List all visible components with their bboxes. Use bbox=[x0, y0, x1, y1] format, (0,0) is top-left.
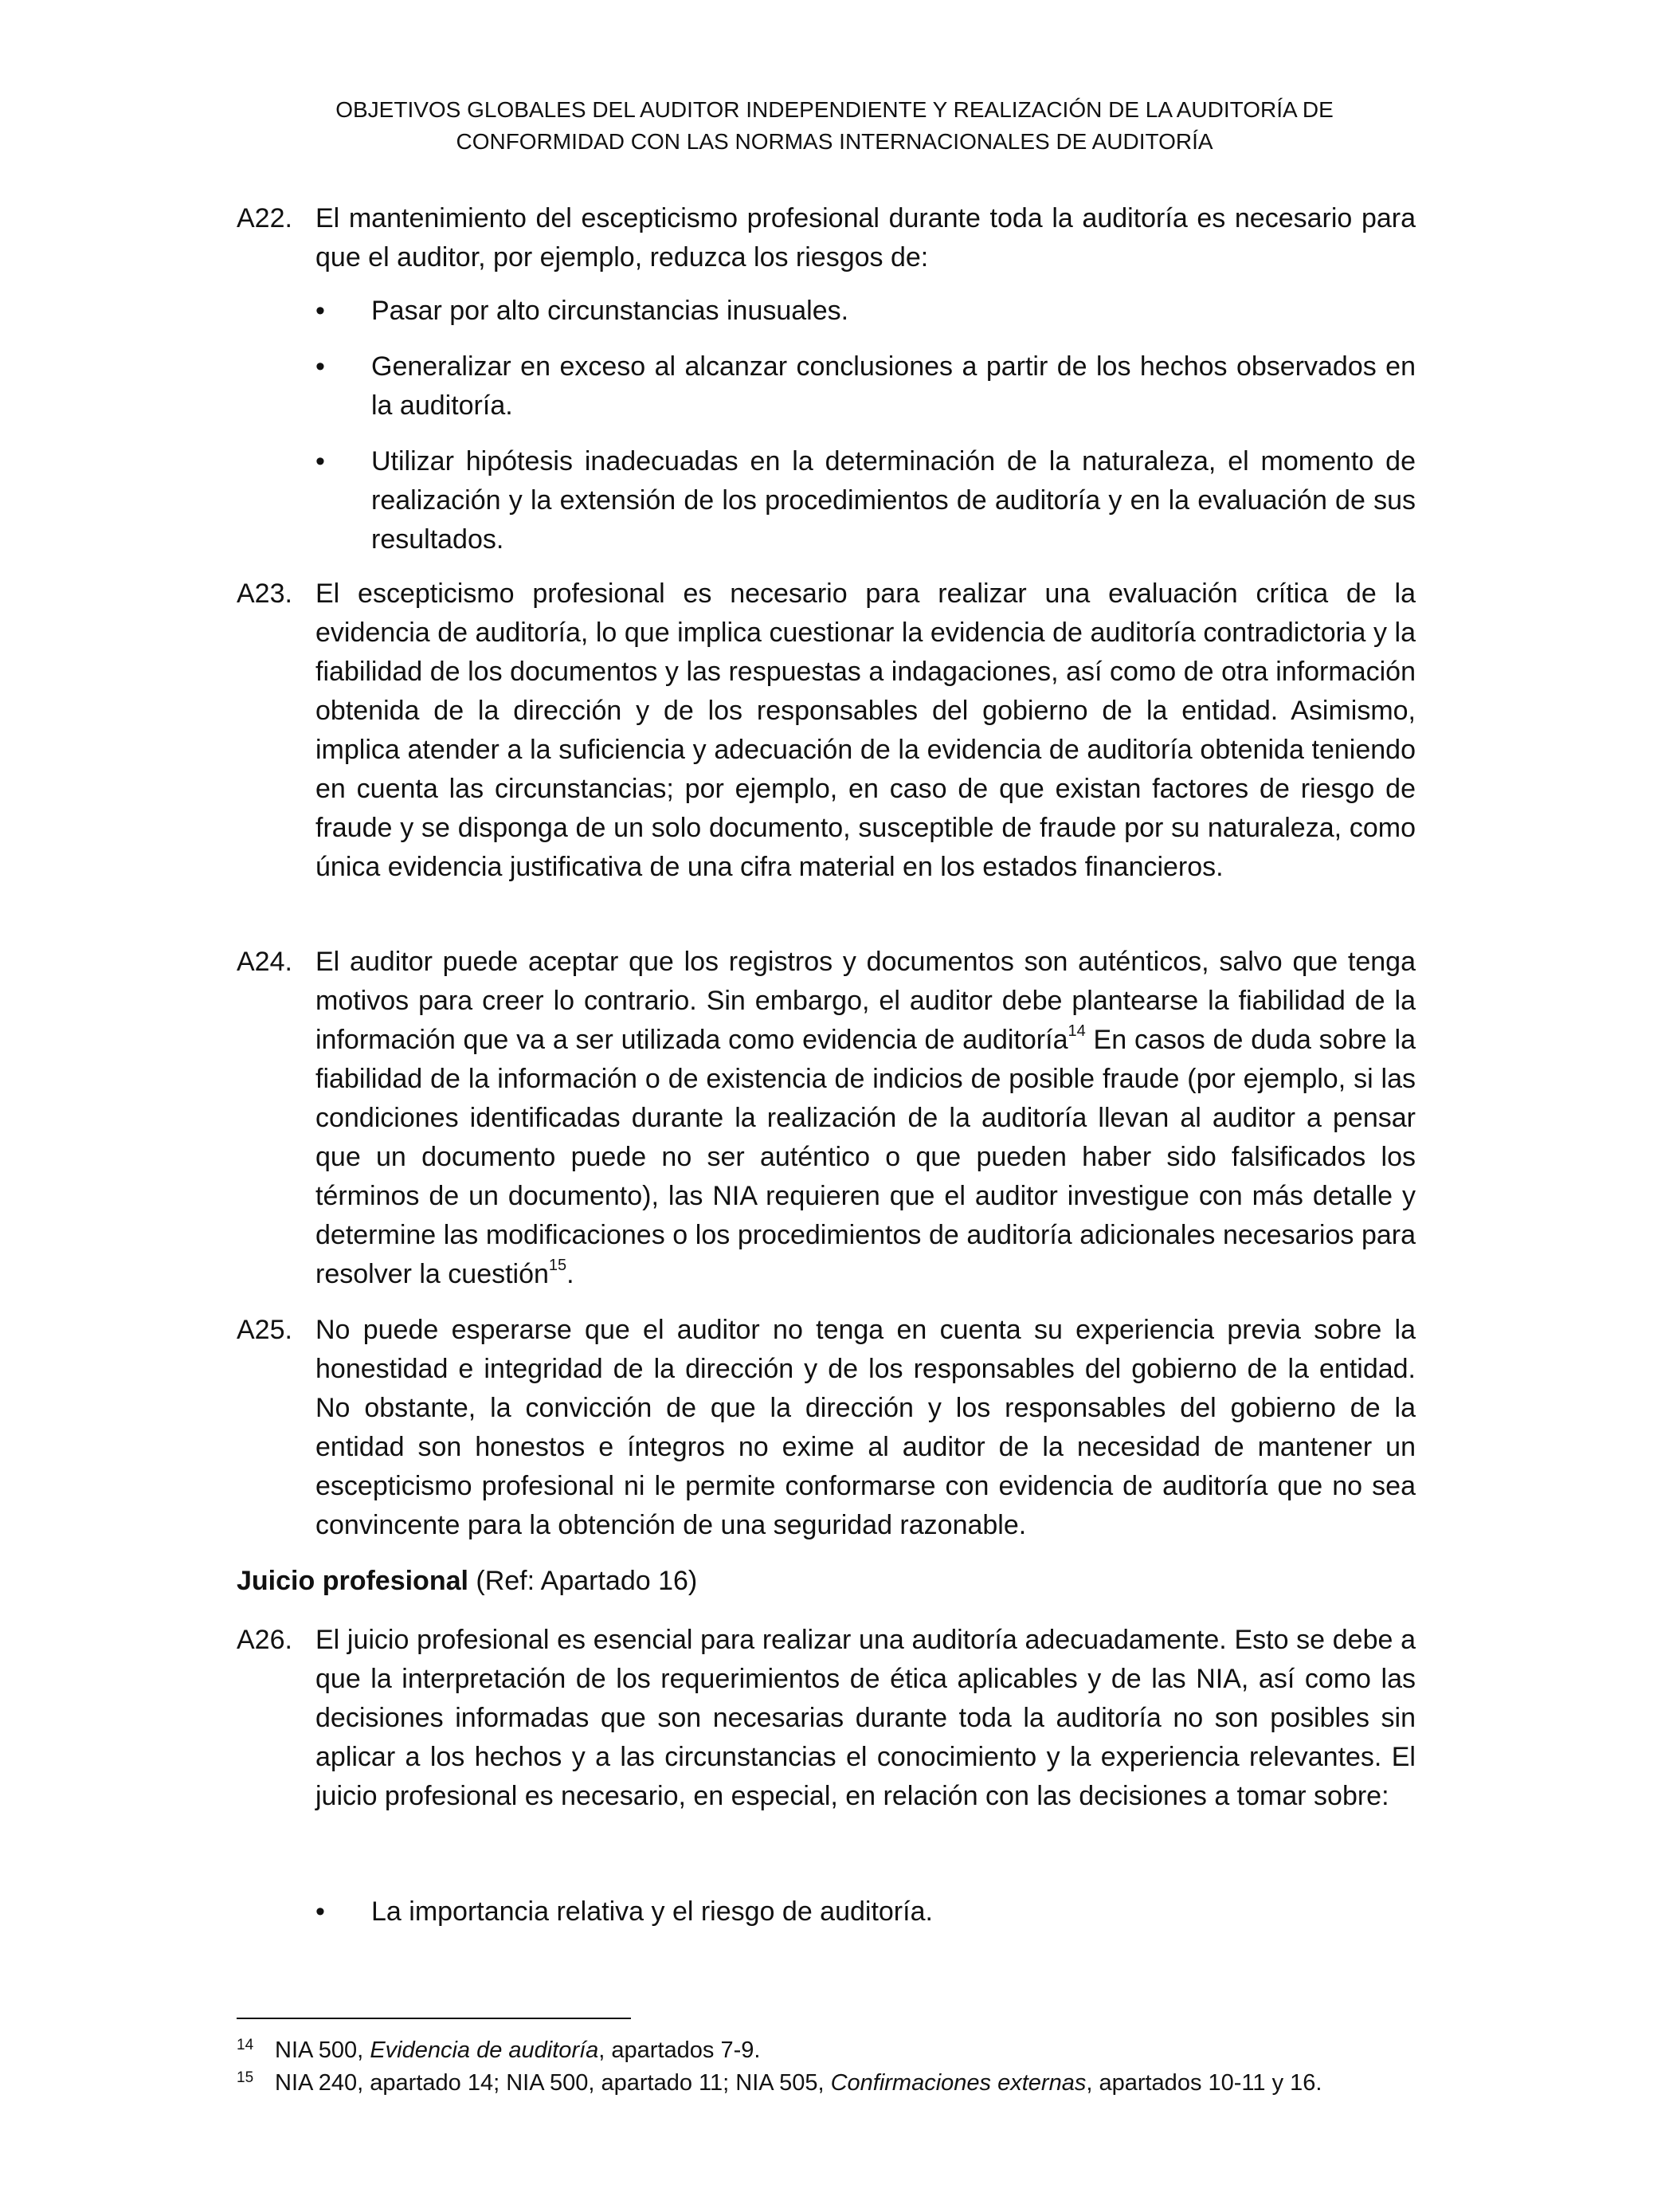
bullet-text: La importancia relativa y el riesgo de auditoría. bbox=[371, 1896, 933, 1927]
paragraph-number: A23. bbox=[237, 578, 292, 609]
paragraph-number: A25. bbox=[237, 1315, 292, 1345]
bullet-icon: • bbox=[315, 446, 325, 477]
paragraph-number: A24. bbox=[237, 947, 292, 977]
bullet-icon: • bbox=[315, 351, 325, 382]
paragraph-text-part: En casos de duda sobre la fiabilidad de la información o de existencia de indicios de posible fraude (por ejemplo, si las condiciones identificadas durante la realización de la auditoría llevan al auditor a pensar que un documento puede no ser auténtico o que pueden haber sido falsificados los términos de un documento), las NIA requieren que el auditor investigue con más detalle y determine las modificaciones o los procedimientos de auditoría adicionales necesarios para resolver la cuestión bbox=[315, 1025, 1416, 1289]
footnote-separator bbox=[237, 2018, 631, 2019]
footnote-reference: 15 bbox=[548, 1256, 567, 1274]
footnote-text-part: , apartados 10-11 y 16. bbox=[1086, 2070, 1322, 2096]
paragraph-text: No puede esperarse que el auditor no tenga en cuenta su experiencia previa sobre la honestidad e integridad de la dirección y de los responsables del gobierno de la entidad. No obstante, la convicción de que la dirección y los responsables del gobierno de la entidad son honestos e íntegros no exime al auditor de la necesidad de mantener un escepticismo profesional ni le permite conformarse con evidencia de auditoría que no sea convincente para la obtención de una seguridad razonable. bbox=[315, 1315, 1416, 1540]
footnote-number: 14 bbox=[237, 2037, 254, 2053]
bullet-icon: • bbox=[315, 1896, 325, 1927]
bullet-item bbox=[315, 1892, 1416, 1932]
paragraph-text-part: El auditor puede aceptar que los registros y documentos son auténticos, salvo que tenga motivos para creer lo contrario. Sin embargo, el auditor debe plantearse la fiabilidad de la información que va a ser utilizada como evidencia de auditoría bbox=[315, 947, 1416, 1055]
footnote-text bbox=[275, 2034, 1416, 2066]
running-header-line-2: CONFORMIDAD CON LAS NORMAS INTERNACIONALES DE AUDITORÍA bbox=[456, 129, 1213, 154]
section-heading-title: Juicio profesional bbox=[237, 1566, 468, 1596]
paragraph-number: A22. bbox=[237, 203, 292, 233]
paragraph-a26 bbox=[237, 1621, 1416, 1816]
footnote-title: Confirmaciones externas bbox=[830, 2070, 1087, 2096]
paragraph-a24 bbox=[237, 943, 1416, 1294]
paragraph-number: A26. bbox=[237, 1625, 292, 1655]
bullet-icon: • bbox=[315, 296, 325, 326]
bullet-text: Generalizar en exceso al alcanzar conclusiones a partir de los hechos observados en la auditoría. bbox=[371, 351, 1416, 421]
paragraph-text-part: . bbox=[566, 1259, 574, 1289]
bullet-item bbox=[315, 347, 1416, 426]
section-heading-reference: (Ref: Apartado 16) bbox=[468, 1566, 698, 1596]
bullet-text: Pasar por alto circunstancias inusuales. bbox=[371, 296, 849, 326]
footnote-text bbox=[275, 2067, 1416, 2099]
section-heading bbox=[237, 1562, 697, 1601]
footnote-15 bbox=[237, 2067, 1416, 2099]
paragraph-a22 bbox=[237, 199, 1416, 277]
footnote-reference: 14 bbox=[1068, 1022, 1086, 1040]
paragraph-text: El mantenimiento del escepticismo profesional durante toda la auditoría es necesario para que el auditor, por ejemplo, reduzca los riesgos de: bbox=[315, 203, 1416, 273]
bullet-text: Utilizar hipótesis inadecuadas en la determinación de la naturaleza, el momento de realización y la extensión de los procedimientos de auditoría y en la evaluación de sus resultados. bbox=[371, 446, 1416, 555]
paragraph-text bbox=[315, 943, 1416, 1294]
paragraph-a25 bbox=[237, 1311, 1416, 1545]
footnote-14 bbox=[237, 2034, 1416, 2066]
footnote-text-part: NIA 500, bbox=[275, 2037, 370, 2063]
running-header-line-1: OBJETIVOS GLOBALES DEL AUDITOR INDEPENDIENTE Y REALIZACIÓN DE LA AUDITORÍA DE bbox=[335, 97, 1334, 122]
paragraph-text: El juicio profesional es esencial para realizar una auditoría adecuadamente. Esto se debe a que la interpretación de los requerimientos de ética aplicables y de las NIA, así como las decisiones informadas que son necesarias durante toda la auditoría no son posibles sin aplicar a los hechos y a las circunstancias el conocimiento y la experiencia relevantes. El juicio profesional es necesario, en especial, en relación con las decisiones a tomar sobre: bbox=[315, 1625, 1416, 1811]
footnote-text-part: , apartados 7-9. bbox=[598, 2037, 761, 2063]
footnote-title: Evidencia de auditoría bbox=[370, 2037, 599, 2063]
footnote-number: 15 bbox=[237, 2069, 254, 2086]
footnote-text-part: NIA 240, apartado 14; NIA 500, apartado 11; NIA 505, bbox=[275, 2070, 831, 2096]
paragraph-text: El escepticismo profesional es necesario para realizar una evaluación crítica de la evidencia de auditoría, lo que implica cuestionar la evidencia de auditoría contradictoria y la fiabilidad de los documentos y las respuestas a indagaciones, así como de otra información obtenida de la dirección y de los responsables del gobierno de la entidad. Asimismo, implica atender a la suficiencia y adecuación de la evidencia de auditoría obtenida teniendo en cuenta las circunstancias; por ejemplo, en caso de que existan factores de riesgo de fraude y se disponga de un solo documento, susceptible de fraude por su naturaleza, como única evidencia justificativa de una cifra material en los estados financieros. bbox=[315, 578, 1416, 882]
bullet-item bbox=[315, 292, 1416, 331]
bullet-item bbox=[315, 442, 1416, 559]
paragraph-a23 bbox=[237, 575, 1416, 887]
